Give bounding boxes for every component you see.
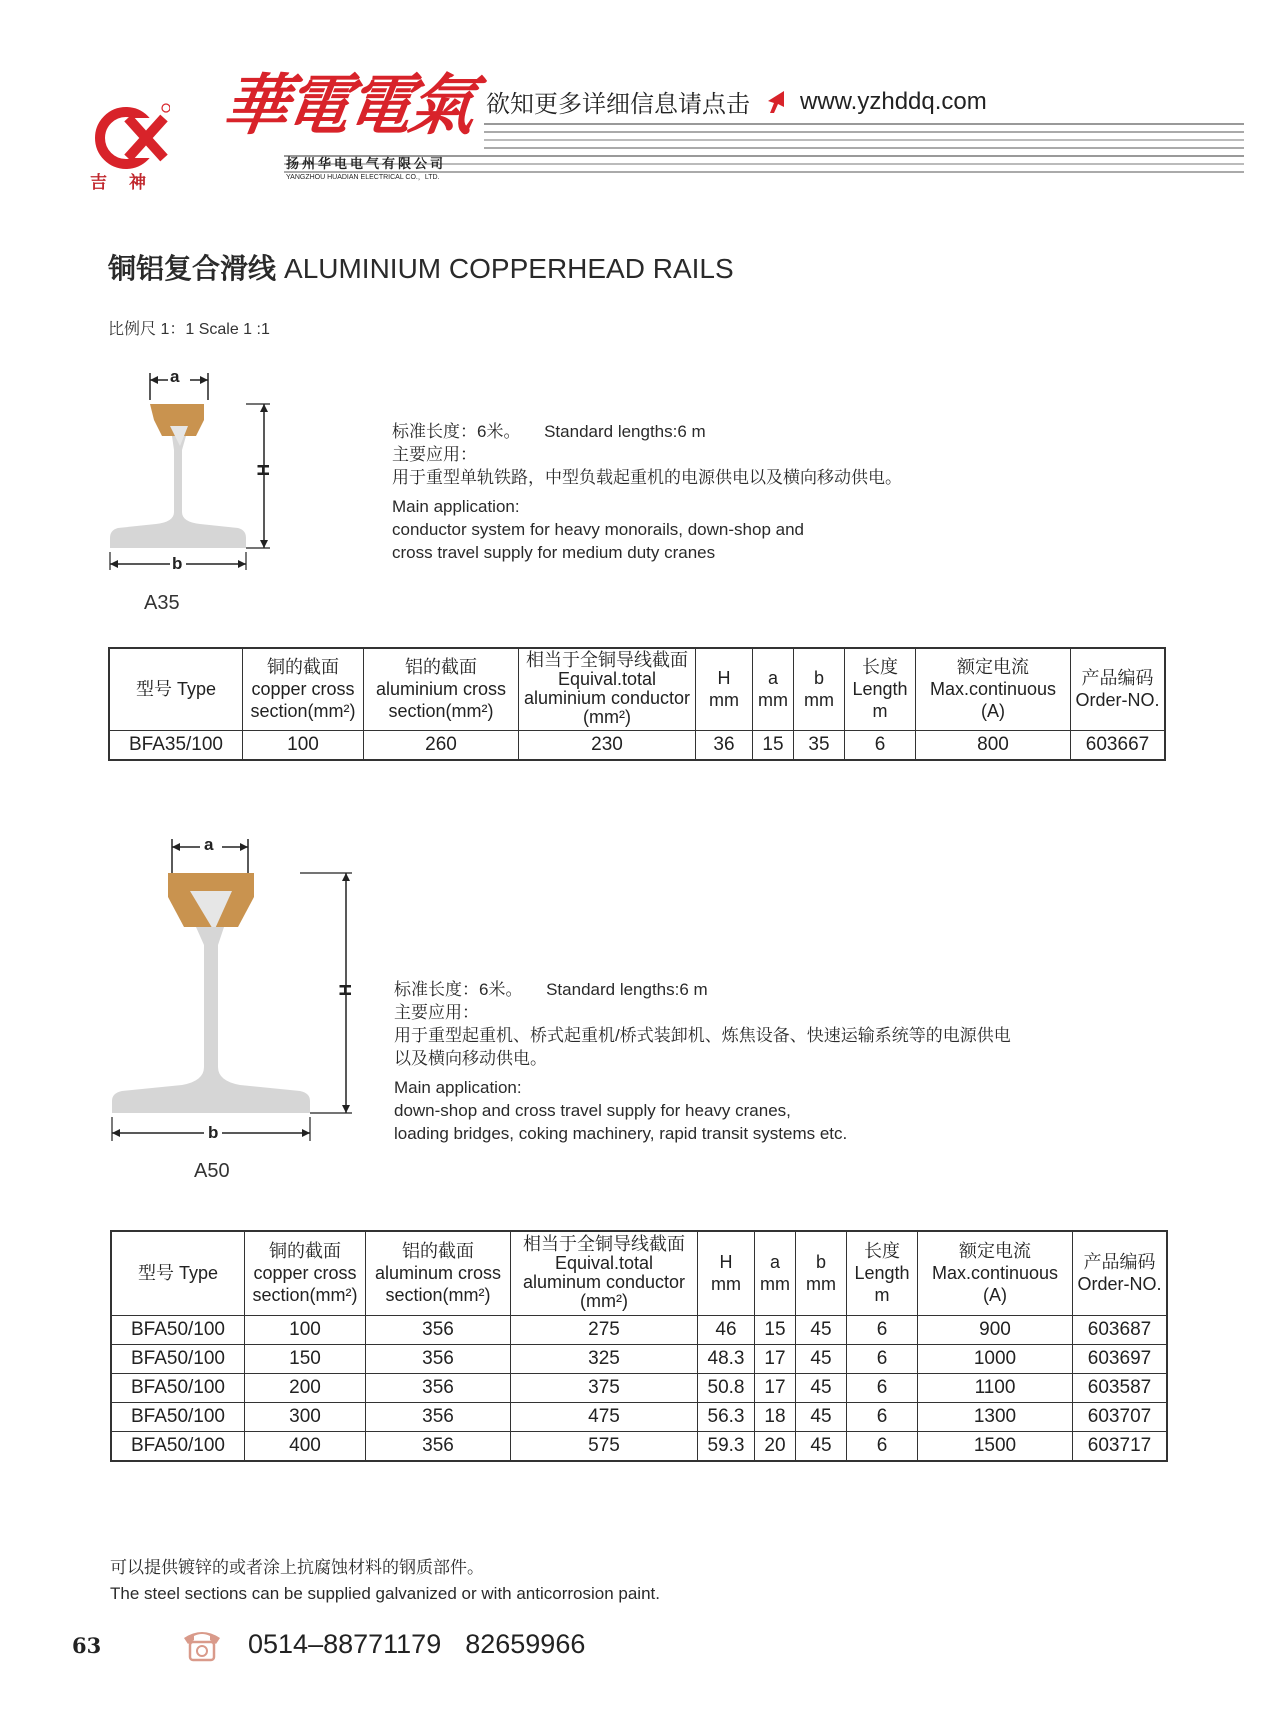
cell-b: 45 (796, 1344, 847, 1373)
cell-equiv: 230 (519, 730, 696, 760)
cell-current: 1300 (918, 1402, 1073, 1431)
cell-copper: 300 (245, 1402, 366, 1431)
cell-b: 45 (796, 1402, 847, 1431)
col-equiv: 相当于全铜导线截面 Equival.total aluminum conductor (mm²) (511, 1231, 698, 1315)
cell-b: 45 (796, 1315, 847, 1344)
info-text: 欲知更多详细信息请点击 (486, 91, 750, 118)
cell-equiv: 375 (511, 1373, 698, 1402)
col-copper: 铜的截面 copper cross section(mm²) (245, 1231, 366, 1315)
footnote (110, 1555, 660, 1607)
a50-app-en-1: down-shop and cross travel supply for heavy cranes, (394, 1101, 791, 1120)
col-h: H mm (698, 1231, 755, 1315)
cell-aluminium: 356 (366, 1431, 511, 1461)
cell-copper: 150 (245, 1344, 366, 1373)
table-row (111, 1402, 1167, 1431)
cell-a: 20 (755, 1431, 796, 1461)
cell-length: 6 (847, 1315, 918, 1344)
cell-current: 800 (916, 730, 1071, 760)
a35-app-en-1: conductor system for heavy monorails, down-shop and (392, 520, 804, 539)
cell-length: 6 (847, 1402, 918, 1431)
col-aluminium: 铝的截面 aluminum cross section(mm²) (366, 1231, 511, 1315)
a50-app-cn-1: 用于重型起重机、桥式起重机/桥式装卸机、炼焦设备、快速运输系统等的电源供电 (394, 1026, 1011, 1045)
col-h: H mm (696, 648, 753, 730)
cell-aluminium: 356 (366, 1402, 511, 1431)
a35-std-cn: 标准长度：6米。 (392, 422, 521, 441)
header-info (486, 84, 987, 119)
a35-description (392, 420, 902, 564)
col-aluminium: 铝的截面 aluminium cross section(mm²) (364, 648, 519, 730)
scale-note: 比例尺 1：1 Scale 1 :1 (108, 321, 270, 338)
cell-h: 36 (696, 730, 753, 760)
cell-copper: 100 (245, 1315, 366, 1344)
a50-std-cn: 标准长度：6米。 (394, 980, 523, 999)
logo-subtext: 吉神 (90, 173, 168, 192)
a50-description (394, 978, 1011, 1145)
title-en: ALUMINIUM COPPERHEAD RAILS (284, 253, 734, 284)
a35-app-cn: 用于重型单轨铁路，中型负载起重机的电源供电以及横向移动供电。 (392, 468, 902, 487)
company-name-en: YANGZHOU HUADIAN ELECTRICAL CO.，LTD. (286, 174, 440, 181)
cell-order: 603697 (1073, 1344, 1168, 1373)
cell-order: 603687 (1073, 1315, 1168, 1344)
cell-type: BFA50/100 (111, 1431, 245, 1461)
cell-equiv: 475 (511, 1402, 698, 1431)
a50-profile-diagram (100, 835, 370, 1145)
col-order: 产品编码 Order-NO. (1073, 1231, 1168, 1315)
cell-equiv: 575 (511, 1431, 698, 1461)
cell-type: BFA50/100 (111, 1402, 245, 1431)
table-header-row (109, 648, 1165, 730)
cell-length: 6 (847, 1344, 918, 1373)
cell-copper: 100 (243, 730, 364, 760)
cell-b: 45 (796, 1431, 847, 1461)
a50-app-cn-2: 以及横向移动供电。 (394, 1049, 547, 1068)
title-cn: 铜铝复合滑线 (108, 253, 277, 284)
cell-a: 17 (755, 1373, 796, 1402)
table-row (109, 730, 1165, 760)
col-type: 型号 Type (111, 1231, 245, 1315)
a50-app-cn-title: 主要应用： (394, 1003, 479, 1022)
phone-row (180, 1626, 585, 1662)
a35-spec-table (108, 647, 1166, 761)
page-title (108, 247, 734, 287)
a35-app-cn-title: 主要应用： (392, 445, 477, 464)
cell-type: BFA35/100 (109, 730, 243, 760)
col-b: b mm (794, 648, 845, 730)
company-name-cn: 扬州华电电气有限公司 (286, 156, 447, 171)
cell-order: 603587 (1073, 1373, 1168, 1402)
a35-dim-a: a (170, 367, 180, 386)
cell-type: BFA50/100 (111, 1373, 245, 1402)
cell-a: 17 (755, 1344, 796, 1373)
a50-dim-h: H (336, 983, 356, 997)
a50-std-en: Standard lengths:6 m (546, 980, 708, 999)
a50-app-en-2: loading bridges, coking machinery, rapid transit systems etc. (394, 1124, 848, 1143)
cell-order: 603667 (1071, 730, 1166, 760)
cell-aluminium: 356 (366, 1315, 511, 1344)
col-length: 长度 Length m (847, 1231, 918, 1315)
col-type: 型号 Type (109, 648, 243, 730)
phone-number-1[interactable]: 0514–88771179 (248, 1628, 442, 1659)
cell-equiv: 325 (511, 1344, 698, 1373)
a35-app-en-2: cross travel supply for medium duty cranes (392, 543, 716, 562)
company-logo-icon (90, 98, 170, 178)
table-row (111, 1373, 1167, 1402)
telephone-icon (180, 1626, 224, 1662)
col-copper: 铜的截面 copper cross section(mm²) (243, 648, 364, 730)
cell-aluminium: 356 (366, 1373, 511, 1402)
cell-length: 6 (845, 730, 916, 760)
page-number: 63 (72, 1633, 102, 1658)
cell-type: BFA50/100 (111, 1315, 245, 1344)
cell-order: 603707 (1073, 1402, 1168, 1431)
cell-length: 6 (847, 1373, 918, 1402)
col-b: b mm (796, 1231, 847, 1315)
table-header-row (111, 1231, 1167, 1315)
col-order: 产品编码 Order-NO. (1071, 648, 1166, 730)
col-current: 额定电流 Max.continuous (A) (916, 648, 1071, 730)
table-row (111, 1315, 1167, 1344)
col-a: a mm (753, 648, 794, 730)
footnote-en: The steel sections can be supplied galvanized or with anticorrosion paint. (110, 1584, 660, 1603)
footnote-cn: 可以提供镀锌的或者涂上抗腐蚀材料的钢质部件。 (110, 1558, 484, 1577)
cell-b: 45 (796, 1373, 847, 1402)
col-a: a mm (755, 1231, 796, 1315)
cell-current: 1000 (918, 1344, 1073, 1373)
cell-equiv: 275 (511, 1315, 698, 1344)
col-current: 额定电流 Max.continuous (A) (918, 1231, 1073, 1315)
cell-copper: 200 (245, 1373, 366, 1402)
a35-dim-h: H (254, 463, 274, 477)
a35-profile-diagram (100, 370, 300, 585)
col-equiv: 相当于全铜导线截面 Equival.total aluminium conductor (mm²) (519, 648, 696, 730)
col-length: 长度 Length m (845, 648, 916, 730)
a35-dim-b: b (172, 554, 183, 573)
cell-h: 56.3 (698, 1402, 755, 1431)
a50-app-en-title: Main application: (394, 1078, 522, 1097)
brand-calligraphy: 華電電氣 (217, 66, 477, 144)
cell-current: 1100 (918, 1373, 1073, 1402)
cell-h: 59.3 (698, 1431, 755, 1461)
a50-dim-b: b (208, 1123, 219, 1142)
cell-a: 15 (755, 1315, 796, 1344)
cell-current: 1500 (918, 1431, 1073, 1461)
cell-h: 46 (698, 1315, 755, 1344)
a35-std-en: Standard lengths:6 m (544, 422, 706, 441)
cell-order: 603717 (1073, 1431, 1168, 1461)
cell-aluminium: 356 (366, 1344, 511, 1373)
cell-length: 6 (847, 1431, 918, 1461)
cell-a: 18 (755, 1402, 796, 1431)
cell-copper: 400 (245, 1431, 366, 1461)
a50-label: A50 (194, 1160, 230, 1182)
phone-number-2[interactable]: 82659966 (465, 1628, 586, 1659)
cell-type: BFA50/100 (111, 1344, 245, 1373)
table-row (111, 1431, 1167, 1461)
cell-h: 50.8 (698, 1373, 755, 1402)
cell-a: 15 (753, 730, 794, 760)
a50-spec-table (110, 1230, 1168, 1462)
website-link[interactable]: www.yzhddq.com (800, 87, 987, 115)
a35-app-en-title: Main application: (392, 497, 520, 516)
table-row (111, 1344, 1167, 1373)
cell-current: 900 (918, 1315, 1073, 1344)
cursor-arrow-icon (764, 89, 786, 115)
a50-dim-a: a (204, 835, 214, 854)
cell-b: 35 (794, 730, 845, 760)
cell-aluminium: 260 (364, 730, 519, 760)
cell-h: 48.3 (698, 1344, 755, 1373)
a35-label: A35 (144, 592, 180, 614)
